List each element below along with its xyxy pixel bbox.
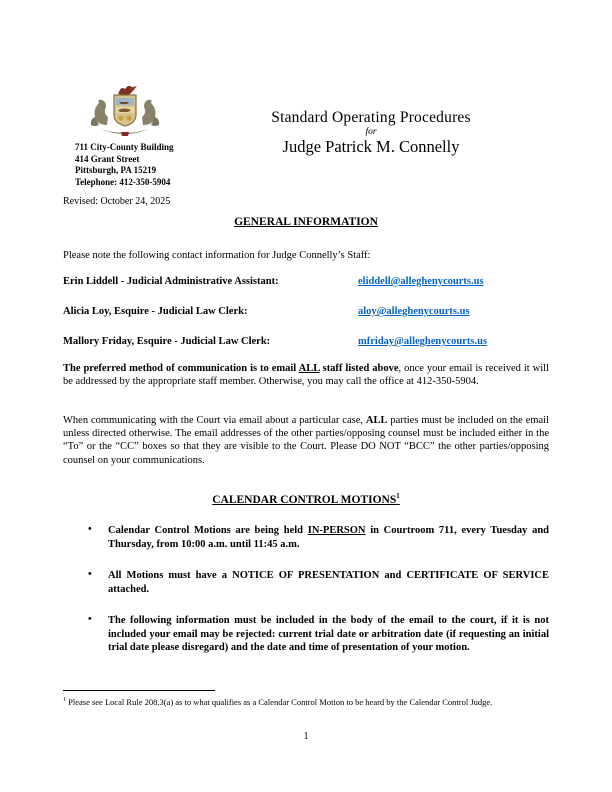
paragraph-segment: ALL [365, 415, 388, 426]
staff-label: Mallory Friday, Esquire - Judicial Law Clerk: [63, 336, 271, 347]
address-line: 711 City-County Building [75, 142, 174, 152]
footnote-separator [63, 690, 215, 691]
page-number: 1 [303, 731, 309, 742]
bullet-segment: IN-PERSON [307, 525, 366, 536]
bullet-segment: in Courtroom 711, every Tuesday and Thursday, from 10:00 a.m. until 11:45 a.m. [108, 525, 549, 550]
paragraph-segment: The preferred method of communication is to email [63, 363, 299, 374]
paragraph-segment: ALL [298, 363, 320, 374]
revised-date: Revised: October 24, 2025 [63, 196, 171, 207]
bullet-text: All Motions must have a NOTICE OF PRESENTATION and CERTIFICATE OF SERVICE attached. [108, 570, 549, 595]
staff-email-link[interactable]: aloy@alleghenycourts.us [358, 306, 470, 317]
title-for: for [365, 127, 377, 137]
bullet-icon: • [88, 524, 92, 535]
bullet-text: The following information must be included in the body of the email to the court, if it is not included your email may be rejected: current trial date or arbitration date (if requesting an initial trial date please disregard) and the date and time of presentation of your motion. [108, 615, 549, 653]
bullet-icon: • [88, 614, 92, 625]
footnote-marker: 1 [63, 697, 66, 703]
staff-email-link[interactable]: mfriday@alleghenycourts.us [358, 336, 488, 347]
footnote-text: $^1$ Please see Local Rule 208.3(a) as to what qualifies as a Calendar Control Motion to be heard by the Calendar Control Judge. [63, 696, 493, 707]
general-information-heading: GENERAL INFORMATION [234, 216, 378, 228]
staff-row [63, 335, 549, 348]
paragraph-segment: staff listed above [319, 363, 399, 374]
footnote-reference: 1 [396, 492, 400, 500]
address-line: 414 Grant Street [75, 153, 140, 164]
staff-label: Alicia Loy, Esquire - Judicial Law Clerk: [63, 306, 248, 317]
letterhead-address [75, 142, 174, 188]
list-item [63, 569, 549, 596]
address-line: Telephone: 412-350-5904 [75, 176, 171, 187]
paragraph-segment: , once your email is received it will be addressed by the appropriate staff member. Otherwise, you may call the office at 412-350-5904. [63, 363, 550, 388]
email-etiquette-paragraph [63, 414, 549, 467]
paragraph-segment: When communicating with the Court via email about a particular case, [63, 415, 366, 426]
bullet-segment: Calendar Control Motions are being held [108, 525, 308, 536]
calendar-control-motions-heading: CALENDAR CONTROL MOTIONS$^1$ [212, 492, 400, 506]
staff-email-link[interactable]: eliddell@alleghenycourts.us [358, 276, 484, 287]
paragraph-segment: parties must be included on the email unless directed otherwise. The email addresses of the other parties/opposing counsel must be included either in the “To” or the “CC” boxes so that they are visible to the Court. Please DO NOT “BCC” the other parties/opposing counsel on your communications. [63, 415, 550, 466]
staff-row [63, 305, 549, 318]
document-title-block [190, 109, 552, 157]
staff-label: Erin Liddell - Judicial Administrative Assistant: [63, 276, 279, 287]
pennsylvania-coat-of-arms-icon [85, 83, 165, 139]
preferred-communication-paragraph [63, 362, 549, 388]
list-item [63, 524, 549, 551]
list-item [63, 614, 549, 655]
staff-row [63, 275, 549, 288]
document-title: Standard Operating Procedures [271, 109, 471, 126]
calendar-control-bullet-list [63, 524, 549, 673]
judge-name: Judge Patrick M. Connelly [282, 137, 460, 156]
staff-contact-list [63, 275, 549, 365]
bullet-icon: • [88, 569, 92, 580]
address-line: Pittsburgh, PA 15219 [75, 165, 157, 175]
staff-intro-text: Please note the following contact information for Judge Connelly’s Staff: [63, 250, 371, 261]
